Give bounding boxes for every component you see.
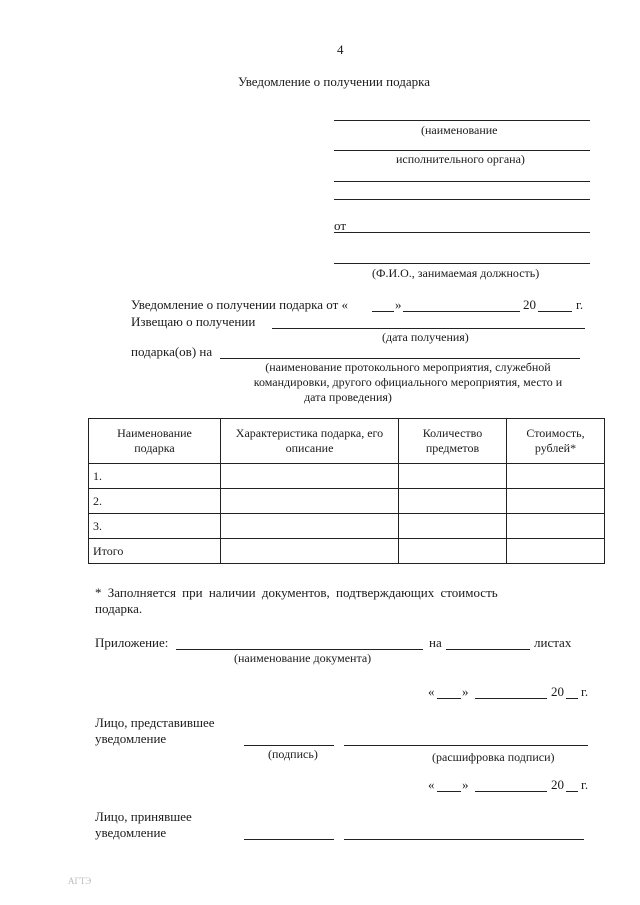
table-row: [89, 464, 605, 489]
date-2-day-field[interactable]: [437, 791, 461, 792]
notice-quote-close: »: [395, 297, 402, 312]
attachment-on: на: [429, 635, 442, 650]
gifts-table: [88, 418, 605, 564]
table-cell[interactable]: [221, 464, 399, 489]
scan-mark: АГТЭ: [68, 876, 92, 886]
event-field[interactable]: [220, 358, 580, 359]
receipt-date-caption: (дата получения): [382, 330, 469, 344]
attachment-caption: (наименование документа): [234, 651, 372, 665]
date-2-year-field[interactable]: [566, 791, 578, 792]
table-cell[interactable]: [507, 514, 605, 539]
inform-text: Извещаю о получении: [131, 314, 256, 329]
date-1-open-quote: «: [428, 684, 435, 699]
footnote-line-2: подарка.: [95, 601, 143, 616]
table-cell[interactable]: [399, 464, 507, 489]
date-2-month-field[interactable]: [475, 791, 547, 792]
header-cost: Стоимость, рублей*: [507, 419, 605, 464]
table-cell[interactable]: [399, 489, 507, 514]
table-header-row: [89, 419, 605, 464]
submitter-sign-caption: (подпись): [268, 747, 318, 761]
addressee-caption-name: (наименование: [421, 123, 498, 137]
attachment-label: Приложение:: [95, 635, 169, 650]
table-row: [89, 489, 605, 514]
receiver-label-2: уведомление: [95, 825, 167, 840]
table-cell[interactable]: [221, 539, 399, 564]
date-1-month-field[interactable]: [475, 698, 547, 699]
addressee-line-4[interactable]: [334, 199, 590, 200]
submitter-decode-caption: (расшифровка подписи): [432, 750, 555, 764]
date-2-year-prefix: 20: [551, 777, 564, 792]
row-label: 2.: [89, 489, 221, 514]
fio-line[interactable]: [334, 263, 590, 264]
event-caption-2: командировки, другого официального мероприятия, место и: [253, 375, 563, 389]
date-2-year-suffix: г.: [581, 777, 589, 792]
submitter-decode-field[interactable]: [344, 745, 588, 746]
notice-day-field[interactable]: [372, 311, 394, 312]
addressee-line-3[interactable]: [334, 181, 590, 182]
page-title: Уведомление о получении подарка: [238, 74, 430, 89]
header-quantity: Количество предметов: [399, 419, 507, 464]
date-1-day-field[interactable]: [437, 698, 461, 699]
row-label-total: Итого: [89, 539, 221, 564]
table-cell[interactable]: [507, 489, 605, 514]
date-1-year-prefix: 20: [551, 684, 564, 699]
receiver-decode-field[interactable]: [344, 839, 584, 840]
addressee-line-1[interactable]: [334, 120, 590, 121]
receipt-date-field[interactable]: [272, 328, 585, 329]
submitter-signature-field[interactable]: [244, 745, 334, 746]
notice-year-prefix: 20: [523, 297, 536, 312]
table-row: [89, 539, 605, 564]
from-prefix: от: [334, 218, 347, 233]
from-line[interactable]: [334, 232, 590, 233]
table-row: [89, 514, 605, 539]
event-caption-1: (наименование протокольного мероприятия, служебной: [265, 360, 551, 374]
notice-from-text: Уведомление о получении подарка от «: [131, 297, 349, 312]
submitter-label-1: Лицо, представившее: [95, 715, 215, 730]
page-number: 4: [337, 42, 344, 57]
table-cell[interactable]: [221, 514, 399, 539]
date-1-year-suffix: г.: [581, 684, 589, 699]
date-2-close-quote: »: [462, 777, 469, 792]
table-cell[interactable]: [399, 539, 507, 564]
gifts-on-text: подарка(ов) на: [131, 344, 213, 359]
fio-caption: (Ф.И.О., занимаемая должность): [372, 266, 540, 280]
date-1-close-quote: »: [462, 684, 469, 699]
date-1-year-field[interactable]: [566, 698, 578, 699]
header-gift-description: Характеристика подарка, его описание: [221, 419, 399, 464]
footnote-line-1: * Заполняется при наличии документов, подтверждающих стоимость: [95, 585, 498, 600]
date-2-open-quote: «: [428, 777, 435, 792]
table-cell[interactable]: [507, 539, 605, 564]
notice-year-field[interactable]: [538, 311, 572, 312]
addressee-caption-organ: исполнительного органа): [396, 152, 525, 166]
table-cell[interactable]: [507, 464, 605, 489]
attachment-sheets-field[interactable]: [446, 649, 530, 650]
table-cell[interactable]: [399, 514, 507, 539]
header-gift-name: Наименование подарка: [89, 419, 221, 464]
receiver-signature-field[interactable]: [244, 839, 334, 840]
row-label: 1.: [89, 464, 221, 489]
event-caption-3: дата проведения): [304, 390, 392, 404]
attachment-doc-field[interactable]: [176, 649, 423, 650]
table-cell[interactable]: [221, 489, 399, 514]
row-label: 3.: [89, 514, 221, 539]
attachment-sheets: листах: [534, 635, 572, 650]
notice-year-suffix: г.: [576, 297, 584, 312]
submitter-label-2: уведомление: [95, 731, 167, 746]
receiver-label-1: Лицо, принявшее: [95, 809, 192, 824]
addressee-line-2[interactable]: [334, 150, 590, 151]
notice-month-field[interactable]: [403, 311, 520, 312]
